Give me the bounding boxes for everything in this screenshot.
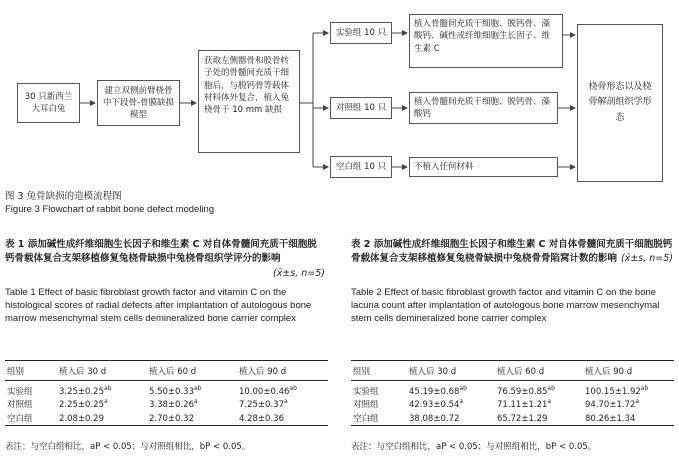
table1-significance-mark: ab [289,385,297,393]
table2-header: 植入后 30 d [409,366,457,377]
flow-outcome-text: 桡骨形态以及桡骨解剖组织学形态 [588,82,652,123]
table1-cell-d90 [237,397,328,411]
flow-start-text: 30 只新西兰大耳白兔 [24,91,73,114]
table2-significance-mark: ab [547,385,555,393]
table1-cell-d60 [147,411,237,425]
table1-header: 植入后 60 d [149,366,197,377]
table2-title-cn [351,238,673,267]
table2-cell-group: 实验组 [353,387,379,397]
flow-exp-treatment-text: 植入骨髓间充质干细胞、脱钙骨、藻酸钙、碱性成纤维细胞生长因子、维生素 C [414,19,551,54]
table1-cell-d90 [237,411,328,425]
table1-value: 4.28±0.36 [239,413,284,424]
figure-caption-cn: 图 3 兔骨缺损的造模流程图 [5,191,122,202]
table1-unit: (x̄±s, n=5) [272,267,325,279]
table2-significance-mark: ab [640,385,649,393]
table2-cell-group: 对照组 [353,400,379,410]
table2-significance-mark: ab [459,385,467,393]
table2-value: 94.70±1.72 [585,399,636,410]
table1-cell-d30 [57,411,147,425]
table2-row [351,397,674,411]
table2-title-cn-text: 表 2 添加碱性成纤维细胞生长因子和维生素 C 对自体骨髓间充质干细胞脱钙骨载体复合支架移植修复兔桡骨缺损中兔桡骨骨陷窝计数的影响 [351,239,673,265]
flow-ctrl-group-box [330,97,392,119]
table1-cell-group: 对照组 [7,400,33,410]
table1-header-row [5,361,328,381]
figure-caption-en: Figure 3 Flowchart of rabbit bone defect modeling [5,204,215,215]
table1-value: 2.70±0.32 [149,413,194,424]
flow-ctrl-treatment-text: 植入骨髓间充质干细胞、脱钙骨、藻酸钙 [414,97,551,120]
table2-value: 45.19±0.68 [409,386,460,397]
table1 [5,360,328,426]
table2-cell-d30 [407,397,495,411]
table1-significance-mark: a [283,398,288,406]
table1-significance-mark: a [193,398,198,406]
table1-cell-d90 [237,381,328,398]
table2-header: 组别 [353,366,371,377]
table1-value: 2.25±0.25 [59,399,104,410]
table1-value: 7.25±0.37 [239,399,284,410]
flow-blank-treatment-box [409,157,558,177]
table2-value: 65.72±1.29 [497,413,548,424]
table2-row [351,411,674,425]
table2-cell-d90 [583,397,674,411]
table1-cell-group: 实验组 [7,387,33,397]
table2-header: 植入后 90 d [585,366,633,377]
flow-model-box [97,80,180,126]
flow-procedure-text: 获取左侧髂骨和股骨转子处的骨髓间充质干细胞后，与脱钙骨等载体材料体外复合，植入兔桡骨干 10 mm 缺损 [204,56,290,116]
table1-title-en: Table 1 Effect of basic fibroblast growth factor and vitamin C on the histological scores of radial defects after implantation of autologous bone marrow mesenchymal stem cells demineralized bone carrier complex [5,287,312,324]
table2-cell-d90 [583,411,674,425]
table2-value: 42.93±0.54 [409,399,460,410]
table2-cell-d60 [495,397,583,411]
table2-cell-d90 [583,381,674,398]
table2-cell-group: 空白组 [353,413,379,424]
table1-header: 组别 [7,366,25,377]
flow-exp-treatment-box [409,14,563,68]
flow-ctrl-group-text: 对照组 10 只 [335,102,387,113]
table2-significance-mark: a [635,398,640,406]
table2-note: 表注：与空白组相比，aP < 0.05；与对照组相比，bP < 0.05。 [351,442,597,452]
flow-procedure-box [198,50,300,153]
table2-cell-d60 [495,411,583,425]
table1-note: 表注：与空白组相比，aP < 0.05；与对照组相比，bP < 0.05。 [5,442,251,452]
flow-outcome-box [577,24,663,182]
table2-header: 植入后 60 d [497,366,545,377]
table1-cell-d60 [147,397,237,411]
table2-row [351,381,674,398]
table2-cell-d60 [495,381,583,398]
table1-row [5,397,328,411]
table1-significance-mark: a [103,398,108,406]
table2-title-en: Table 2 Effect of basic fibroblast growth factor and vitamin C on the bone lacuna count after implantation of autologous bone marrow mesenchymal stem cells demineralized bone carrier complex [351,287,660,324]
table1-significance-mark: ab [103,385,112,393]
table2-value: 71.11±1.21 [497,399,548,410]
table1-value: 3.38±0.26 [149,399,194,410]
table2-value: 80.26±1.34 [585,413,636,424]
table1-cell-group: 空白组 [7,413,33,424]
table1-title-cn-text: 表 1 添加碱性成纤维细胞生长因子和维生素 C 对自体骨髓间充质干细胞脱钙骨载体复合支架移植修复兔桡骨缺损中兔桡骨组织学评分的影响 [5,239,317,265]
flow-blank-group-text: 空白组 10 只 [335,161,387,172]
table2-significance-mark: a [459,398,464,406]
table2 [351,360,674,426]
table1-header: 植入后 90 d [239,366,287,377]
flow-model-text: 建立双侧前臂桡骨中下段骨-骨膜缺损模型 [102,85,175,121]
table1-value: 3.25±0.25 [59,386,104,397]
table2-unit: (x̄±s, n=5) [620,253,673,265]
table2-header-row [351,361,674,381]
flow-blank-group-box [330,156,392,178]
table1-title-cn [5,238,325,281]
table1-row [5,411,328,425]
flow-ctrl-treatment-box [409,92,558,124]
table1-cell-d30 [57,397,147,411]
table1-cell-d30 [57,381,147,398]
table2-value: 76.59±0.85 [497,386,548,397]
table2-cell-d30 [407,411,495,425]
table2-significance-mark: a [547,398,552,406]
flow-start-box [17,83,80,123]
table2-value: 38.08±0.72 [409,413,460,424]
table1-value: 5.50±0.33 [149,386,194,397]
flow-blank-treatment-text: 不植入任何材料 [414,162,474,172]
table1-cell-d60 [147,381,237,398]
table1-header: 植入后 30 d [59,366,107,377]
flow-exp-group-text: 实验组 10 只 [335,27,387,38]
table1-value: 10.00±0.46 [239,386,290,397]
table1-significance-mark: ab [193,385,202,393]
table1-row [5,381,328,398]
table2-cell-d30 [407,381,495,398]
table1-value: 2.08±0.29 [59,413,104,424]
flow-exp-group-box [330,22,392,44]
table2-value: 100.15±1.92 [585,386,641,397]
